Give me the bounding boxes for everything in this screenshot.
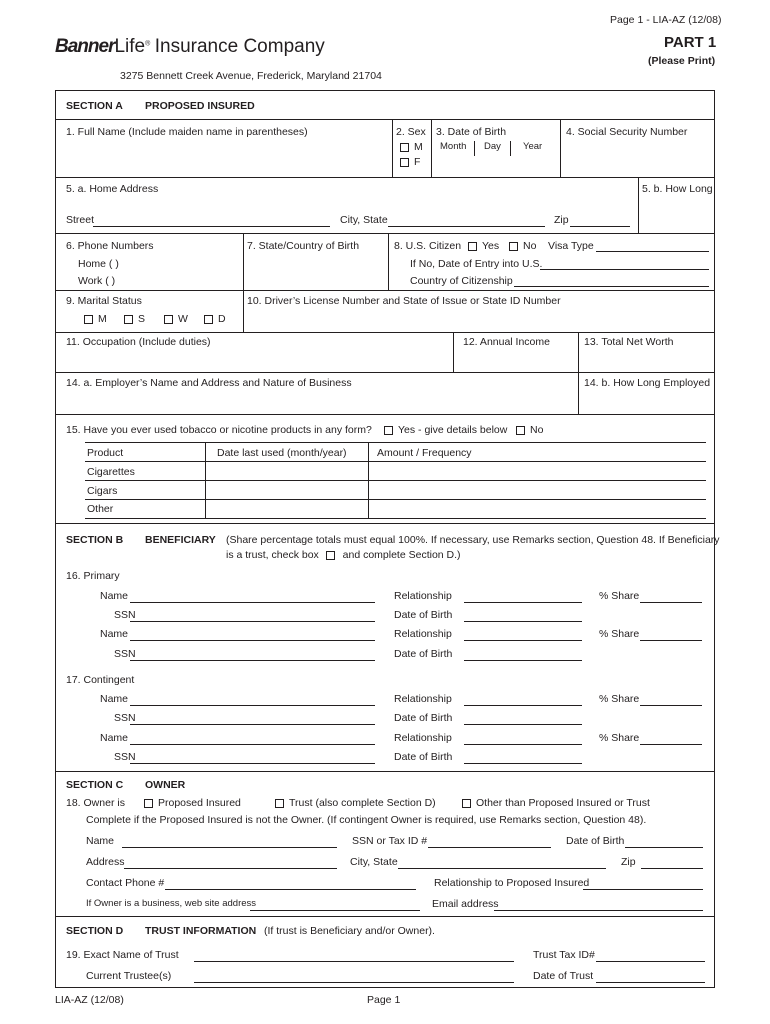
us-citizen-label: 8. U.S. Citizen	[394, 240, 462, 252]
primary-name-input-1[interactable]	[130, 602, 375, 603]
checkbox[interactable]	[204, 315, 213, 324]
dob-year[interactable]: Year	[523, 141, 543, 152]
phone-numbers-label: 6. Phone Numbers	[66, 240, 154, 252]
contingent-ssn-input-1[interactable]	[130, 724, 375, 725]
sex-label: 2. Sex	[396, 126, 426, 138]
owner-ssn-input[interactable]	[428, 847, 551, 848]
divider	[368, 442, 369, 518]
divider	[578, 332, 579, 414]
contingent-label: 17. Contingent	[66, 674, 135, 686]
section-a-label: SECTION A	[66, 100, 123, 112]
owner-option-other[interactable]: Other than Proposed Insured or Trust	[462, 797, 650, 809]
dob-day[interactable]: Day	[484, 141, 501, 152]
contingent-share-label-1: % Share	[599, 693, 640, 705]
trust-note: (If trust is Beneficiary and/or Owner).	[264, 925, 435, 937]
contingent-dob-input-1[interactable]	[464, 724, 582, 725]
business-website-label: If Owner is a business, web site address	[86, 898, 257, 909]
logo-banner: Banner	[55, 36, 115, 57]
trust-name-input[interactable]	[194, 961, 514, 962]
divider	[388, 233, 389, 290]
divider	[55, 414, 715, 415]
state-country-birth-label: 7. State/Country of Birth	[247, 240, 360, 252]
marital-option-w[interactable]: W	[164, 313, 188, 325]
owner-address-input[interactable]	[124, 868, 337, 869]
visa-type-input[interactable]	[596, 251, 709, 252]
drivers-license-label: 10. Driver’s License Number and State of Issue or State ID Number	[247, 295, 561, 307]
divider	[474, 141, 475, 156]
primary-share-label-2: % Share	[599, 628, 640, 640]
primary-share-label-1: % Share	[599, 590, 640, 602]
primary-relationship-label-1: Relationship	[394, 590, 452, 602]
primary-name-label-1: Name	[100, 590, 129, 602]
contact-phone-input[interactable]	[165, 889, 416, 890]
marital-option-m[interactable]: M	[84, 313, 107, 325]
section-b-label: SECTION B	[66, 534, 124, 546]
divider	[55, 332, 715, 333]
date-of-trust-label: Date of Trust	[533, 970, 594, 982]
divider	[431, 119, 432, 177]
citizen-no-option[interactable]: No	[509, 240, 536, 252]
contingent-relationship-label-1: Relationship	[394, 693, 452, 705]
owner-dob-input[interactable]	[625, 847, 703, 848]
current-trustees-label: Current Trustee(s)	[86, 970, 172, 982]
checkbox[interactable]	[144, 799, 153, 808]
ssn-field[interactable]	[566, 140, 711, 176]
primary-name-input-2[interactable]	[130, 640, 375, 641]
street-label: Street	[66, 214, 95, 226]
occupation-label: 11. Occupation (Include duties)	[66, 336, 211, 348]
checkbox[interactable]	[164, 315, 173, 324]
dob-month[interactable]: Month	[440, 141, 467, 152]
contingent-relationship-input-1[interactable]	[464, 705, 582, 706]
divider	[85, 442, 706, 443]
how-long-employed-label: 14. b. How Long Employed	[584, 377, 711, 389]
current-trustees-input[interactable]	[194, 982, 514, 983]
contingent-share-input-2[interactable]	[640, 744, 702, 745]
tobacco-yes-option[interactable]: Yes - give details below	[384, 424, 507, 436]
how-long-label: 5. b. How Long	[642, 183, 713, 195]
marital-option-s[interactable]: S	[124, 313, 145, 325]
divider	[560, 119, 561, 177]
divider	[55, 119, 715, 120]
owner-zip-input[interactable]	[641, 868, 703, 869]
entry-date-input[interactable]	[540, 269, 709, 270]
primary-dob-input-2[interactable]	[464, 660, 582, 661]
checkbox[interactable]	[516, 426, 525, 435]
total-net-worth-label: 13. Total Net Worth	[584, 336, 674, 348]
beneficiary-note-line1: (Share percentage totals must equal 100%. If necessary, use Remarks section, Question 48. If Beneficiary	[226, 534, 720, 546]
section-c-title: OWNER	[145, 779, 186, 791]
divider	[55, 290, 715, 291]
divider	[55, 771, 715, 772]
please-print: (Please Print)	[648, 55, 716, 67]
contingent-relationship-input-2[interactable]	[464, 744, 582, 745]
divider	[55, 523, 715, 524]
divider	[55, 177, 715, 178]
primary-relationship-label-2: Relationship	[394, 628, 452, 640]
trust-tax-input[interactable]	[596, 961, 705, 962]
tobacco-no-option[interactable]: No	[516, 424, 543, 436]
divider	[392, 119, 393, 177]
street-input[interactable]	[93, 226, 330, 227]
tobacco-row-cigarettes: Cigarettes	[87, 466, 135, 478]
primary-name-label-2: Name	[100, 628, 129, 640]
primary-ssn-input-1[interactable]	[130, 621, 375, 622]
zip-label: Zip	[554, 214, 569, 226]
company-name: Insurance Company	[154, 36, 325, 57]
section-d-label: SECTION D	[66, 925, 124, 937]
contingent-ssn-label-2: SSN	[114, 751, 136, 763]
owner-city-input[interactable]	[398, 868, 606, 869]
primary-relationship-input-2[interactable]	[464, 640, 582, 641]
relationship-insured-label: Relationship to Proposed Insured	[434, 877, 590, 889]
home-phone-field[interactable]: Home ( )	[78, 258, 119, 270]
primary-ssn-input-2[interactable]	[130, 660, 375, 661]
section-a-title: PROPOSED INSURED	[145, 100, 255, 112]
annual-income-label: 12. Annual Income	[463, 336, 550, 348]
employer-label: 14. a. Employer’s Name and Address and Nature of Business	[66, 377, 352, 389]
page-identifier: Page 1 - LIA-AZ (12/08)	[610, 14, 722, 26]
contingent-name-input-1[interactable]	[130, 705, 375, 706]
contingent-ssn-input-2[interactable]	[130, 763, 375, 764]
footer-form-id: LIA-AZ (12/08)	[55, 994, 124, 1006]
footer-page: Page 1	[367, 994, 401, 1006]
checkbox[interactable]	[84, 315, 93, 324]
contingent-dob-label-1: Date of Birth	[394, 712, 453, 724]
owner-instruction: Complete if the Proposed Insured is not the Owner. (If contingent Owner is required, use Remarks section, Question 48).	[86, 814, 647, 826]
divider	[55, 233, 715, 234]
visa-type-label: Visa Type	[548, 240, 594, 252]
sex-option-f[interactable]: F	[400, 156, 420, 168]
date-of-trust-input[interactable]	[596, 982, 705, 983]
home-address-label: 5. a. Home Address	[66, 183, 159, 195]
primary-ssn-label-2: SSN	[114, 648, 136, 660]
divider	[85, 461, 706, 462]
owner-dob-label: Date of Birth	[566, 835, 625, 847]
primary-dob-label-1: Date of Birth	[394, 609, 453, 621]
tobacco-row-cigars: Cigars	[87, 485, 118, 497]
marital-option-d[interactable]: D	[204, 313, 226, 325]
primary-ssn-label-1: SSN	[114, 609, 136, 621]
owner-name-label: Name	[86, 835, 115, 847]
divider	[243, 233, 244, 333]
divider	[205, 442, 206, 518]
contingent-dob-input-2[interactable]	[464, 763, 582, 764]
checkbox[interactable]	[462, 799, 471, 808]
contingent-name-label-1: Name	[100, 693, 129, 705]
country-citizenship-label: Country of Citizenship	[410, 275, 513, 287]
part-title: PART 1	[664, 34, 717, 51]
owner-name-input[interactable]	[122, 847, 337, 848]
owner-zip-label: Zip	[621, 856, 636, 868]
primary-dob-label-2: Date of Birth	[394, 648, 453, 660]
email-input[interactable]	[494, 910, 703, 911]
owner-option-proposed[interactable]: Proposed Insured	[144, 797, 241, 809]
citizen-yes-option[interactable]: Yes	[468, 240, 499, 252]
employer-field[interactable]	[66, 392, 571, 412]
tobacco-col-date: Date last used (month/year)	[217, 447, 347, 459]
contingent-dob-label-2: Date of Birth	[394, 751, 453, 763]
company-address: 3275 Bennett Creek Avenue, Frederick, Maryland 21704	[120, 70, 382, 82]
owner-option-trust[interactable]: Trust (also complete Section D)	[275, 797, 436, 809]
trust-beneficiary-checkbox[interactable]	[326, 551, 335, 560]
tobacco-col-product: Product	[87, 447, 124, 459]
checkbox[interactable]	[400, 158, 409, 167]
divider	[55, 916, 715, 917]
dob-label: 3. Date of Birth	[436, 126, 507, 138]
contingent-name-input-2[interactable]	[130, 744, 375, 745]
owner-address-label: Address	[86, 856, 125, 868]
email-label: Email address	[432, 898, 499, 910]
trust-tax-label: Trust Tax ID#	[533, 949, 595, 961]
primary-dob-input-1[interactable]	[464, 621, 582, 622]
city-state-label: City, State	[340, 214, 388, 226]
checkbox[interactable]	[468, 242, 477, 251]
country-citizenship-input[interactable]	[514, 286, 709, 287]
full-name-field[interactable]	[66, 140, 391, 176]
owner-city-label: City, State	[350, 856, 398, 868]
contingent-share-input-1[interactable]	[640, 705, 702, 706]
primary-relationship-input-1[interactable]	[464, 602, 582, 603]
sex-option-m[interactable]: M	[400, 141, 423, 153]
owner-ssn-label: SSN or Tax ID #	[352, 835, 428, 847]
tobacco-row-other: Other	[87, 503, 114, 515]
divider	[453, 332, 454, 372]
ssn-label: 4. Social Security Number	[566, 126, 688, 138]
divider	[85, 499, 706, 500]
contact-phone-label: Contact Phone #	[86, 877, 165, 889]
section-c-label: SECTION C	[66, 779, 124, 791]
section-d-title: TRUST INFORMATION	[145, 925, 257, 937]
occupation-field[interactable]	[66, 350, 446, 370]
work-phone-field[interactable]: Work ( )	[78, 275, 116, 287]
checkbox[interactable]	[275, 799, 284, 808]
divider	[85, 518, 706, 519]
drivers-license-field[interactable]	[247, 310, 707, 330]
trust-name-label: 19. Exact Name of Trust	[66, 949, 179, 961]
tobacco-col-amount: Amount / Frequency	[377, 447, 472, 459]
contingent-name-label-2: Name	[100, 732, 129, 744]
section-b-title: BENEFICIARY	[145, 534, 216, 546]
city-state-input[interactable]	[388, 226, 545, 227]
divider	[55, 372, 715, 373]
contingent-share-label-2: % Share	[599, 732, 640, 744]
entry-date-label: If No, Date of Entry into U.S.	[410, 258, 543, 270]
checkbox[interactable]	[124, 315, 133, 324]
checkbox[interactable]	[384, 426, 393, 435]
marital-status-label: 9. Marital Status	[66, 295, 142, 307]
owner-is-label: 18. Owner is	[66, 797, 125, 809]
tobacco-question: 15. Have you ever used tobacco or nicotine products in any form?	[66, 424, 372, 436]
company-logo	[55, 36, 325, 66]
logo-registered: ®	[145, 40, 151, 48]
divider	[510, 141, 511, 156]
zip-input[interactable]	[570, 226, 630, 227]
primary-label: 16. Primary	[66, 570, 120, 582]
divider	[85, 480, 706, 481]
full-name-label: 1. Full Name (Include maiden name in parentheses)	[66, 126, 308, 138]
checkbox[interactable]	[400, 143, 409, 152]
checkbox[interactable]	[509, 242, 518, 251]
business-website-input[interactable]	[250, 910, 420, 911]
divider	[638, 177, 639, 233]
contingent-relationship-label-2: Relationship	[394, 732, 452, 744]
relationship-insured-input[interactable]	[583, 889, 703, 890]
primary-share-input-2[interactable]	[640, 640, 702, 641]
logo-life: Life	[114, 36, 146, 57]
primary-share-input-1[interactable]	[640, 602, 702, 603]
contingent-ssn-label-1: SSN	[114, 712, 136, 724]
beneficiary-note-line2: is a trust, check box and complete Section D.)	[226, 549, 461, 561]
